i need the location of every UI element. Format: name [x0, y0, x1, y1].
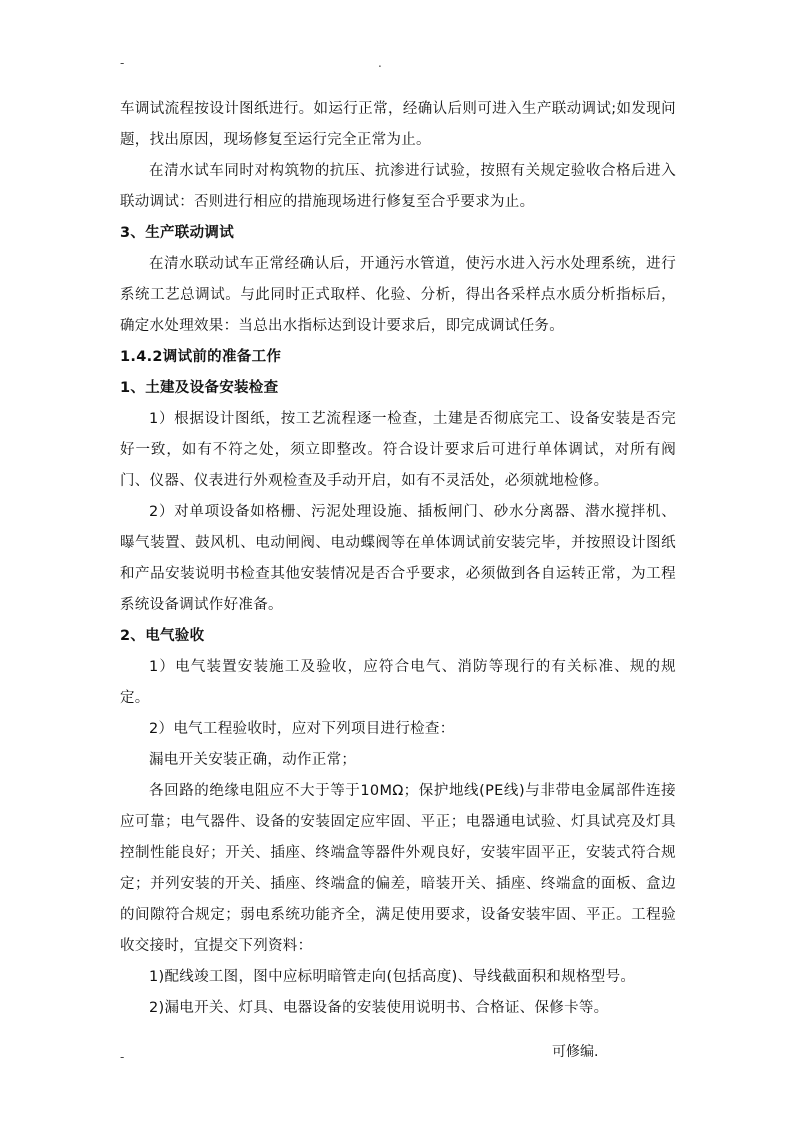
- heading-production-linkage: 3、生产联动调试: [120, 225, 234, 241]
- heading-electrical-acceptance: 2、电气验收: [120, 628, 205, 644]
- footer-left-mark: -: [120, 1050, 125, 1064]
- paragraph-electrical-1: 1）电气装置安装施工及验收，应符合电气、消防等现行的有关标准、规的规定。: [120, 659, 676, 706]
- paragraph-manuals: 2)漏电开关、灯具、电器设备的安装使用说明书、合格证、保修卡等。: [149, 1000, 609, 1016]
- paragraph-electrical-2: 2）电气工程验收时，应对下列项目进行检查：: [149, 721, 455, 737]
- paragraph-leakage-switch: 漏电开关安装正确，动作正常；: [149, 752, 357, 768]
- paragraph-item-1: 1）根据设计图纸，按工艺流程逐一检查，土建是否彻底完工、设备安装是否完好一致，如有不符之处，须立即整改。符合设计要求后可进行单体调试，对所有阀门、仪器、仪表进行外观检查及手动开启，如有不灵活处，必须就地检修。: [120, 411, 676, 489]
- paragraph-continuation: 车调试流程按设计图纸进行。如运行正常，经确认后则可进入生产联动调试;如发现问题，找出原因，现场修复至运行完全正常为止。: [120, 101, 676, 148]
- document-body: [120, 94, 676, 1024]
- heading-civil-equipment-check: 1、土建及设备安装检查: [120, 380, 279, 396]
- header-center-mark: .: [378, 56, 382, 70]
- paragraph-clear-water-test: 在清水试车同时对构筑物的抗压、抗渗进行试验，按照有关规定验收合格后进入联动调试：否则进行相应的措施现场进行修复至合乎要求为止。: [120, 163, 676, 210]
- paragraph-wiring-drawing: 1)配线竣工图，图中应标明暗管走向(包括高度)、导线截面积和规格型号。: [149, 969, 636, 985]
- footer-editable-note: 可修编.: [552, 1044, 599, 1060]
- section-heading-1-4-2: 1.4.2调试前的准备工作: [120, 349, 282, 365]
- header-left-mark: -: [120, 56, 125, 70]
- paragraph-item-2: 2）对单项设备如格栅、污泥处理设施、插板闸门、砂水分离器、潜水搅拌机、曝气装置、鼓风机、电动闸阀、电动蝶阀等在单体调试前安装完毕，并按照设计图纸和产品安装说明书检查其他安装情况是否合乎要求，必须做到各自运转正常，为工程系统设备调试作好准备。: [120, 504, 676, 613]
- paragraph-insulation: 各回路的绝缘电阻应不大于等于10MΩ；保护地线(PE线)与非带电金属部件连接应可靠；电气器件、设备的安装固定应牢固、平正；电器通电试验、灯具试亮及灯具控制性能良好；开关、插座、终端盒等器件外观良好，安装牢固平正，安装式符合规定；并列安装的开关、插座、终端盒的偏差，暗装开关、插座、终端盒的面板、盒边的间隙符合规定；弱电系统功能齐全，满足使用要求，设备安装牢固、平正。工程验收交接时，宜提交下列资料：: [120, 783, 676, 954]
- paragraph-linkage-test: 在清水联动试车正常经确认后，开通污水管道，使污水进入污水处理系统，进行系统工艺总调试。与此同时正式取样、化验、分析，得出各采样点水质分析指标后，确定水处理效果：当总出水指标达到设计要求后，即完成调试任务。: [120, 256, 676, 334]
